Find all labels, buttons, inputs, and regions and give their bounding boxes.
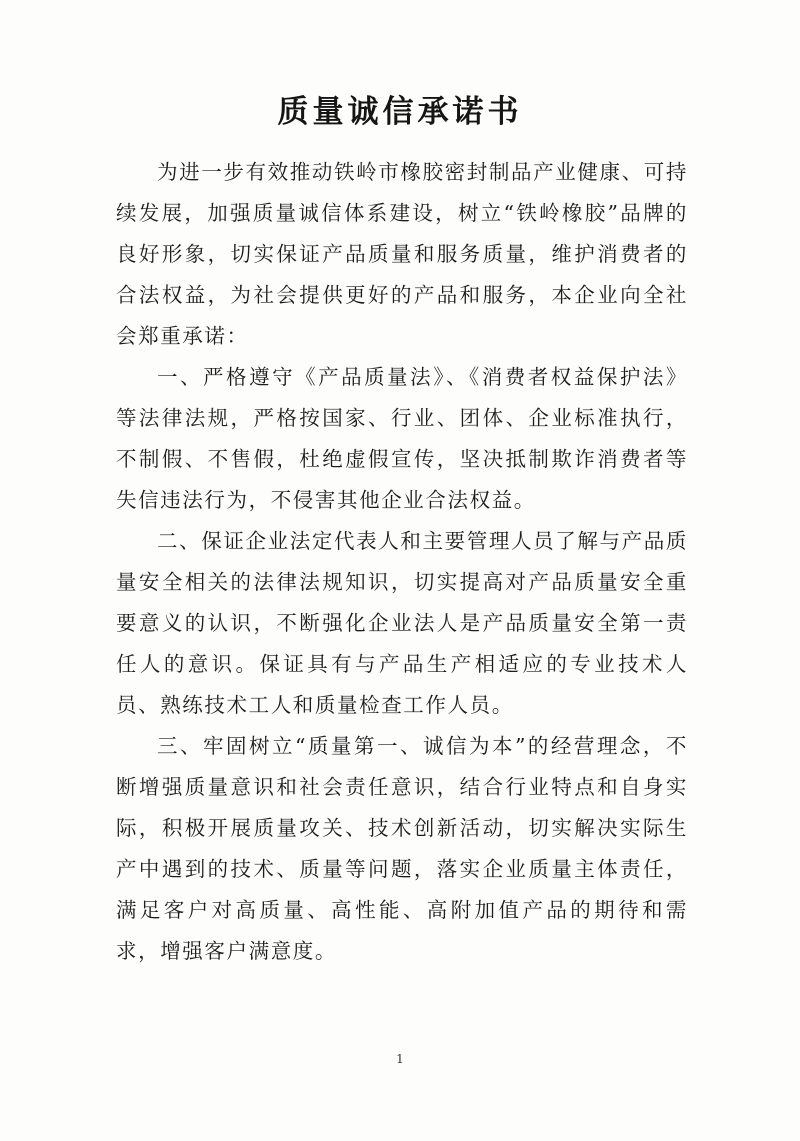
- paragraph-item-3: 三、牢固树立“质量第一、诚信为本”的经营理念，不断增强质量意识和社会责任意识，结合行业特点和自身实际，积极开展质量攻关、技术创新活动，切实解决实际生产中遇到的技术、质量等问题，落实企业质量主体责任，满足客户对高质量、高性能、高附加值产品的期待和需求，增强客户满意度。: [116, 734, 688, 963]
- paragraph-intro: 为进一步有效推动铁岭市橡胶密封制品产业健康、可持续发展，加强质量诚信体系建设，树立“铁岭橡胶”品牌的良好形象，切实保证产品质量和服务质量，维护消费者的合法权益，为社会提供更好的产品和服务，本企业向全社会郑重承诺：: [116, 160, 688, 348]
- paragraph-item-2: 二、保证企业法定代表人和主要管理人员了解与产品质量安全相关的法律法规知识，切实提高对产品质量安全重要意义的认识，不断强化企业法人是产品质量安全第一责任人的意识。保证具有与产品生产相适应的专业技术人员、熟练技术工人和质量检查工作人员。: [116, 529, 688, 717]
- document-title: 质量诚信承诺书: [277, 94, 523, 130]
- document-body: [116, 152, 688, 972]
- paragraph-item-1: 一、严格遵守《产品质量法》、《消费者权益保护法》等法律法规，严格按国家、行业、团体、企业标准执行，不制假、不售假，杜绝虚假宣传，坚决抵制欺诈消费者等失信违法行为，不侵害其他企业合法权益。: [116, 365, 688, 512]
- page-number: 1: [396, 1052, 404, 1066]
